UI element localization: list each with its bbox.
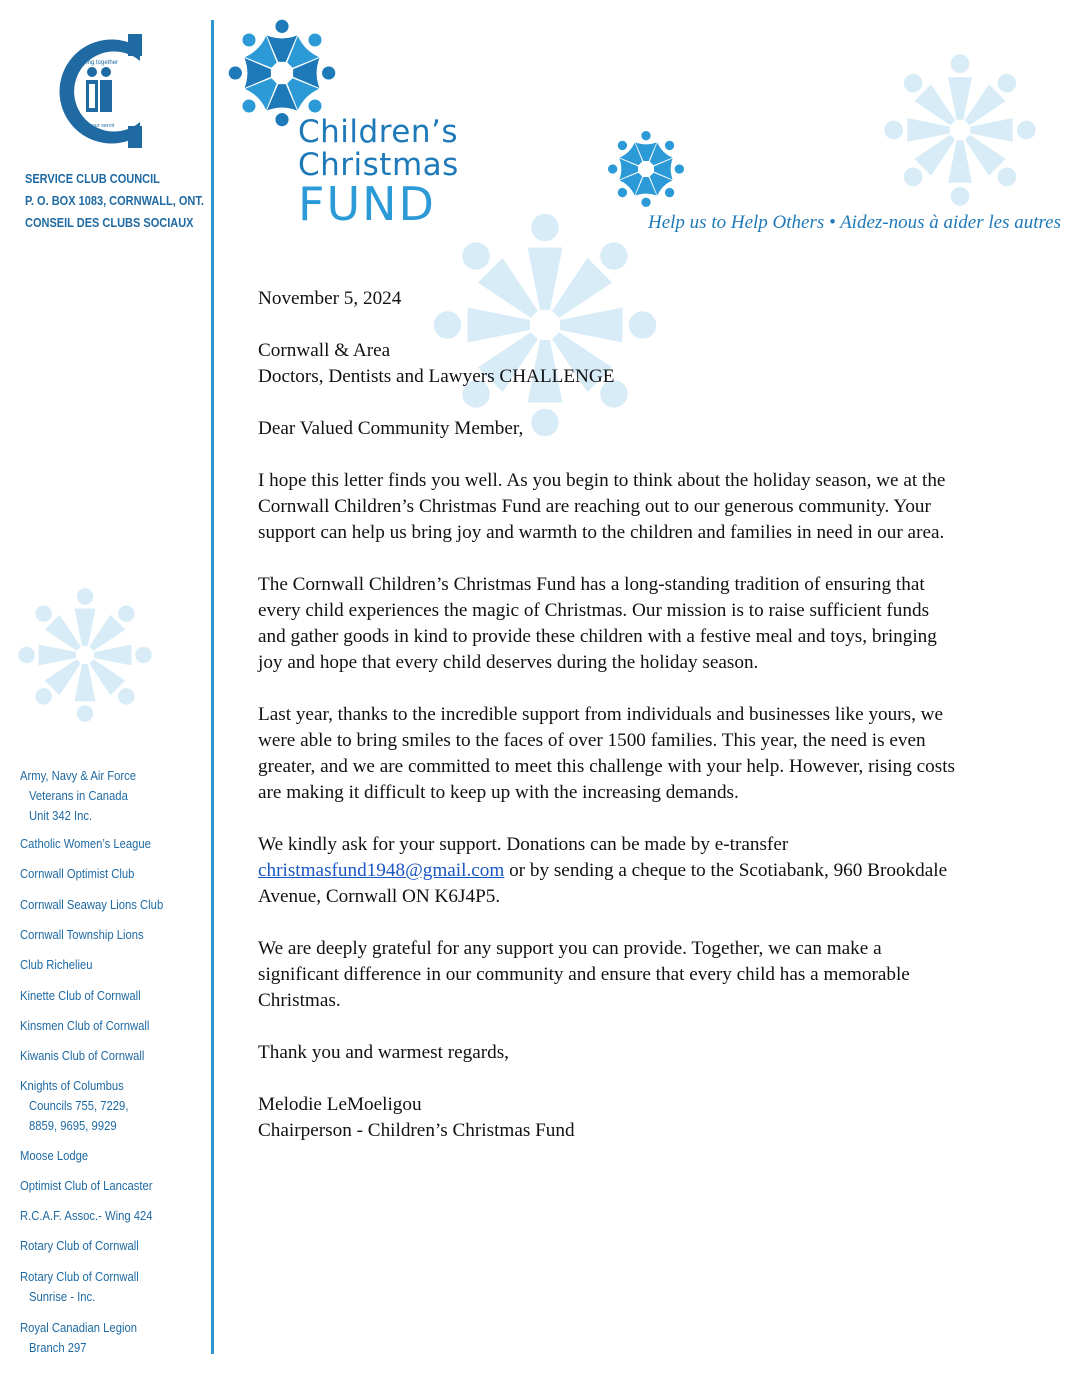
letter-body [258, 286, 958, 1144]
list-item: Knights of Columbus Councils 755, 7229, 8859, 9695, 9929 [20, 1079, 129, 1133]
donation-text: We kindly ask for your support. Donations can be made by e-transfer [258, 834, 789, 855]
list-item: Royal Canadian Legion Branch 297 [20, 1321, 137, 1355]
signature-block [258, 1092, 958, 1144]
fund-logo-title [298, 114, 459, 231]
small-snowflake-icon [606, 128, 686, 210]
letter-date: November 5, 2024 [258, 288, 402, 309]
donation-text-cont: or by sending a cheque to the Scotiabank, 960 Brookdale Avenue, Cornwall ON K6J4P5. [258, 860, 948, 907]
fund-tagline: Help us to Help Others • Aidez-nous à aider les autres [648, 212, 1062, 233]
list-item: Optimist Club of Lancaster [20, 1179, 153, 1193]
council-po-box: P. O. BOX 1083, CORNWALL, ONT. [25, 194, 204, 208]
recipient [258, 338, 958, 390]
list-item: Rotary Club of Cornwall Sunrise - Inc. [20, 1270, 139, 1304]
service-club-council-logo [40, 30, 150, 155]
paragraph: We are deeply grateful for any support you can provide. Together, we can make a significant difference in our community and ensure that every child has a memorable Christmas. [258, 938, 910, 1011]
paragraph: The Cornwall Children’s Christmas Fund has a long-standing tradition of ensuring that every child experiences the magic of Christmas. Our mission is to raise sufficient funds and gather goods in kind to provide these children with a festive meal and toys, bringing joy and hope that every child deserves during the holiday season. [258, 574, 937, 673]
logo-bottom-text: Unis pour servir [76, 123, 115, 129]
list-item: Cornwall Seaway Lions Club [20, 898, 164, 912]
watermark-snowflake-icon [10, 570, 160, 740]
list-item: Kinsmen Club of Cornwall [20, 1019, 150, 1033]
list-item: R.C.A.F. Assoc.- Wing 424 [20, 1209, 153, 1223]
list-item: Cornwall Township Lions [20, 928, 144, 942]
paragraph: I hope this letter finds you well. As you begin to think about the holiday season, we at the Cornwall Children’s Christmas Fund are reaching out to our generous community. Your support can help us bring joy and warmth to the children and families in need in our area. [258, 470, 946, 543]
fund-title-line1: Children’s [298, 114, 458, 150]
divider-line [211, 20, 214, 1354]
list-item: Rotary Club of Cornwall [20, 1239, 139, 1253]
list-item: Cornwall Optimist Club [20, 867, 135, 881]
list-item: Army, Navy & Air Force Veterans in Canada Unit 342 Inc. [20, 769, 137, 823]
signer-title: Chairperson - Children’s Christmas Fund [258, 1120, 575, 1141]
council-name-fr: CONSEIL DES CLUBS SOCIAUX [25, 216, 194, 230]
list-item: Catholic Women’s League [20, 837, 151, 851]
logo-top-text: Serving together [74, 60, 119, 66]
paragraph: Last year, thanks to the incredible support from individuals and businesses like yours, we were able to bring smiles to the faces of over 1500 families. This year, the need is even greater, and we are committed to meet this challenge with your help. However, rising costs are making it difficult to keep up with the increasing demands. [258, 704, 955, 803]
closing: Thank you and warmest regards, [258, 1042, 509, 1063]
council-address [25, 168, 204, 234]
list-item: Club Richelieu [20, 958, 93, 972]
list-item: Kinette Club of Cornwall [20, 989, 141, 1003]
watermark-snowflake-icon [870, 45, 1050, 215]
list-item: Kiwanis Club of Cornwall [20, 1049, 145, 1063]
email-link[interactable]: christmasfund1948@gmail.com [258, 860, 505, 881]
council-name: SERVICE CLUB COUNCIL [25, 172, 160, 186]
salutation: Dear Valued Community Member, [258, 418, 524, 439]
paragraph [258, 832, 958, 910]
fund-title-line2: Christmas [298, 147, 459, 183]
signer-name: Melodie LeMoeligou [258, 1094, 422, 1115]
fund-title-line3: FUND [298, 177, 436, 231]
recipient-line2: Doctors, Dentists and Lawyers CHALLENGE [258, 366, 615, 387]
recipient-line1: Cornwall & Area [258, 340, 391, 361]
list-item: Moose Lodge [20, 1149, 89, 1163]
